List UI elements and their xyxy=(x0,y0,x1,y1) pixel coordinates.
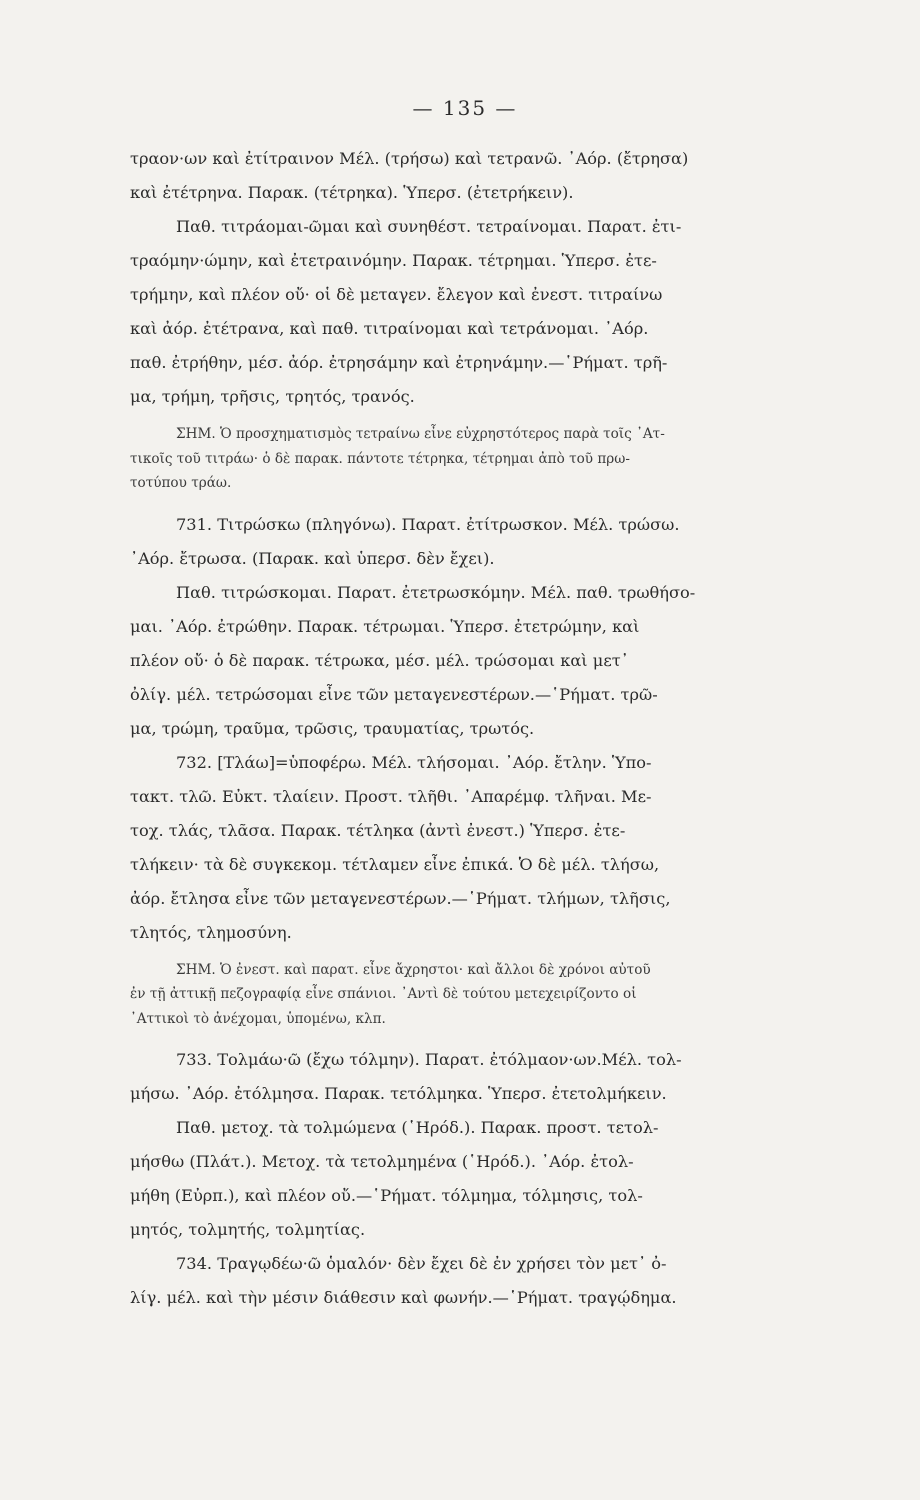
text-line: παθ. ἐτρήθην, μέσ. ἀόρ. ἐτρησάμην καὶ ἐτρηνάμην.—῾Ρήματ. τρῆ- xyxy=(130,353,668,372)
text-line: 734. Τραγῳδέω·ῶ ὁμαλόν· δὲν ἔχει δὲ ἐν χρήσει τὸν μετ᾽ ὀ- xyxy=(176,1254,667,1273)
text-line: τρήμην, καὶ πλέον οὔ· οἱ δὲ μεταγεν. ἔλεγον καὶ ἐνεστ. τιτραίνω xyxy=(130,285,663,304)
text-line: Παθ. τιτράομαι-ῶμαι καὶ συνηθέστ. τετραίνομαι. Παρατ. ἐτι- xyxy=(176,217,682,236)
note-line: ἐν τῇ ἀττικῇ πεζογραφίᾳ εἶνε σπάνιοι. ᾿Αντὶ δὲ τούτου μετεχειρίζοντο οἱ xyxy=(130,986,637,1002)
text-line: καὶ ἀόρ. ἐτέτρανα, καὶ παθ. τιτραίνομαι καὶ τετράνομαι. ᾿Αόρ. xyxy=(130,319,649,338)
text-line: μήθη (Εὐρπ.), καὶ πλέον οὔ.—῾Ρήματ. τόλμημα, τόλμησις, τολ- xyxy=(130,1186,643,1205)
text-line: πλέον οὔ· ὁ δὲ παρακ. τέτρωκα, μέσ. μέλ. τρώσομαι καὶ μετ᾽ xyxy=(130,650,629,670)
text-line: Παθ. τιτρώσκομαι. Παρατ. ἐτετρωσκόμην. Μέλ. παθ. τρωθήσο- xyxy=(176,582,696,602)
note-line: τικοῖς τοῦ τιτράω· ὁ δὲ παρακ. πάντοτε τέτρηκα, τέτρημαι ἀπὸ τοῦ πρω- xyxy=(130,450,630,467)
text-line: τλήκειν· τὰ δὲ συγκεκομ. τέτλαμεν εἶνε ἐπικά. Ὁ δὲ μέλ. τλήσω, xyxy=(130,854,660,874)
text-line: Παθ. μετοχ. τὰ τολμώμενα (῾Ηρόδ.). Παρακ. προστ. τετολ- xyxy=(176,1118,659,1137)
page-number: — 135 — xyxy=(412,96,518,120)
text-line: ὀλίγ. μέλ. τετρώσομαι εἶνε τῶν μεταγενεστέρων.—῾Ρήματ. τρῶ- xyxy=(130,684,658,704)
note-line: ΣΗΜ. Ὁ ἐνεστ. καὶ παρατ. εἶνε ἄχρηστοι· καὶ ἄλλοι δὲ χρόνοι αὐτοῦ xyxy=(176,961,651,978)
text-line: τραον·ων καὶ ἐτίτραινον Μέλ. (τρήσω) καὶ τετρανῶ. ᾿Αόρ. (ἔτρησα) xyxy=(130,149,689,168)
text-line: τοχ. τλάς, τλᾶσα. Παρακ. τέτληκα (ἀντὶ ἐνεστ.) Ὑπερσ. ἐτε- xyxy=(130,820,626,840)
text-line: μητός, τολμητής, τολμητίας. xyxy=(130,1220,366,1239)
text-line: 731. Τιτρώσκω (πληγόνω). Παρατ. ἐτίτρωσκον. Μέλ. τρώσω. xyxy=(176,514,680,534)
page-text xyxy=(130,142,770,1315)
text-line: 733. Τολμάω·ῶ (ἔχω τόλμην). Παρατ. ἐτόλμαον·ων.Μέλ. τολ- xyxy=(176,1050,682,1069)
text-line: τλητός, τλημοσύνη. xyxy=(130,922,292,942)
note-line: ΣΗΜ. Ὁ προσχηματισμὸς τετραίνω εἶνε εὐχρηστότερος παρὰ τοῖς ᾿Ατ- xyxy=(176,426,665,442)
text-line: καὶ ἐτέτρηνα. Παρακ. (τέτρηκα). Ὑπερσ. (ἐτετρήκειν). xyxy=(130,183,574,202)
text-line: ἀόρ. ἔτλησα εἶνε τῶν μεταγενεστέρων.—῾Ρήματ. τλήμων, τλῆσις, xyxy=(130,888,671,908)
text-line: μα, τρώμη, τραῦμα, τρῶσις, τραυματίας, τρωτός. xyxy=(130,718,535,738)
note-line: ᾿Αττικοὶ τὸ ἀνέχομαι, ὑπομένω, κλπ. xyxy=(130,1010,386,1027)
text-line: μαι. ᾿Αόρ. ἐτρώθην. Παρακ. τέτρωμαι. Ὑπερσ. ἐτετρώμην, καὶ xyxy=(130,616,640,636)
text-line: 732. [Τλάω]=ὑποφέρω. Μέλ. τλήσομαι. ᾿Αόρ. ἔτλην. Ὑπο- xyxy=(176,752,652,772)
text-line: μήσω. ᾿Αόρ. ἐτόλμησα. Παρακ. τετόλμηκα. Ὑπερσ. ἐτετολμήκειν. xyxy=(130,1084,667,1103)
note-line: τοτύπου τράω. xyxy=(130,475,232,491)
text-line: τακτ. τλῶ. Εὐκτ. τλαίειν. Προστ. τλῆθι. ᾿Απαρέμφ. τλῆναι. Με- xyxy=(130,786,652,806)
text-line: ᾿Αόρ. ἔτρωσα. (Παρακ. καὶ ὑπερσ. δὲν ἔχει). xyxy=(130,548,495,568)
text-line: λίγ. μέλ. καὶ τὴν μέσιν διάθεσιν καὶ φωνήν.—῾Ρήματ. τραγῴδημα. xyxy=(130,1288,677,1307)
text-line: τραόμην·ώμην, καὶ ἐτετραινόμην. Παρακ. τέτρημαι. Ὑπερσ. ἐτε- xyxy=(130,251,657,270)
text-line: μα, τρήμη, τρῆσις, τρητός, τρανός. xyxy=(130,387,415,406)
text-line: μήσθω (Πλάτ.). Μετοχ. τὰ τετολμημένα (῾Ηρόδ.). ᾿Αόρ. ἐτολ- xyxy=(130,1152,634,1171)
